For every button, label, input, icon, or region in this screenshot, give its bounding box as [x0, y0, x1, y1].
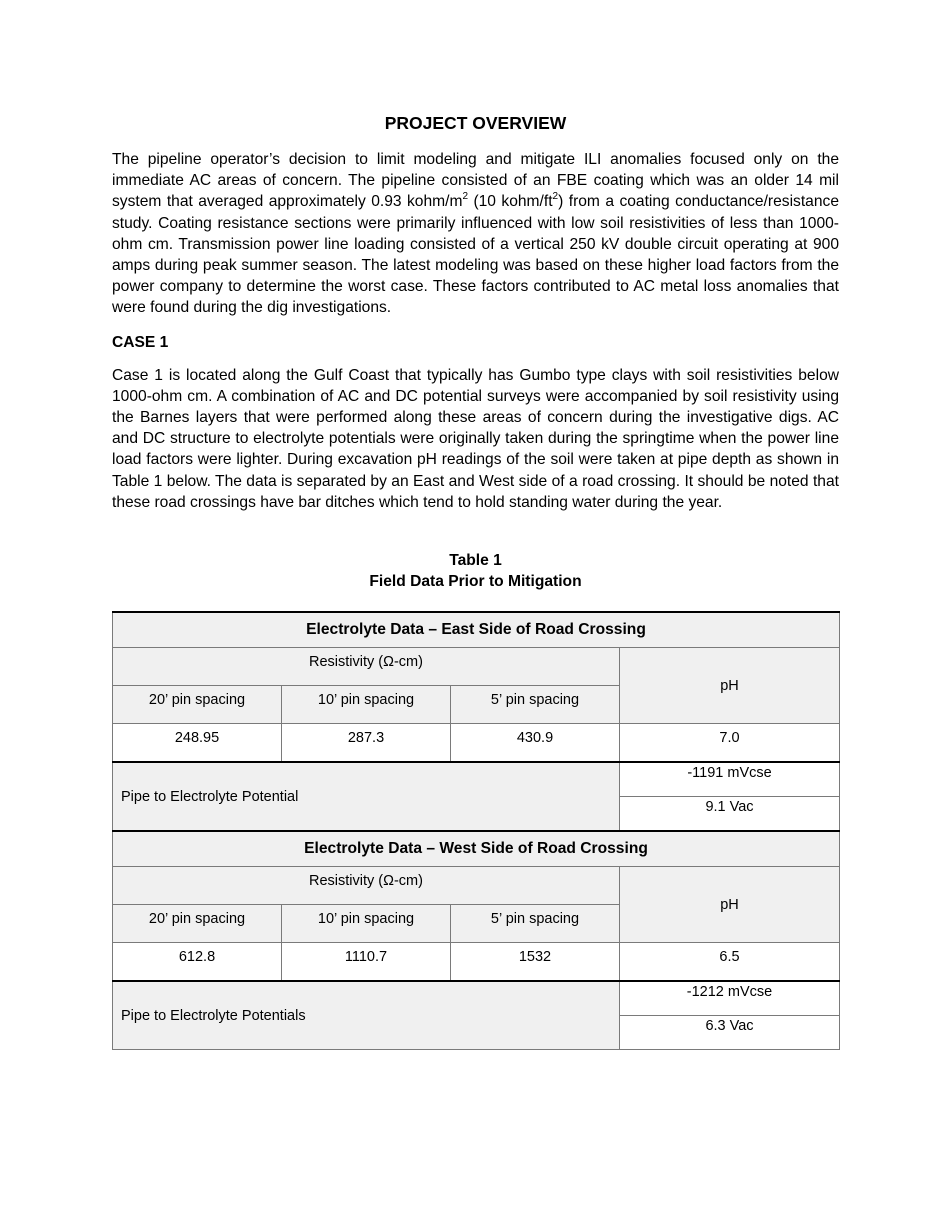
table-caption [112, 550, 839, 592]
table-section-heading-row [113, 612, 840, 648]
potential-dc-value: -1212 mVcse [620, 981, 840, 1016]
resistivity-label: Resistivity (Ω-cm) [113, 867, 620, 905]
spacing-5-label: 5’ pin spacing [451, 686, 620, 724]
potential-label: Pipe to Electrolyte Potentials [113, 981, 620, 1050]
table-caption-number: Table 1 [449, 552, 502, 570]
value-5: 430.9 [451, 724, 620, 763]
spacing-5-label: 5’ pin spacing [451, 905, 620, 943]
spacing-20-label: 20’ pin spacing [113, 686, 282, 724]
spacing-10-label: 10’ pin spacing [282, 905, 451, 943]
table-section-heading-row [113, 831, 840, 867]
value-10: 287.3 [282, 724, 451, 763]
value-ph: 6.5 [620, 943, 840, 982]
document-content [112, 111, 839, 1050]
overview-paragraph [112, 149, 839, 319]
table-caption-title: Field Data Prior to Mitigation [369, 573, 582, 591]
value-20: 612.8 [113, 943, 282, 982]
table-row [113, 981, 840, 1016]
overview-text-1: The pipeline operator’s decision to limit modeling and mitigate ILI anomalies focused only on the immediate AC areas of concern. The pipeline consisted of an FBE coating which was an older 14 mil system that averaged approximately 0.93 kohm/m [112, 151, 839, 211]
table-row [113, 867, 840, 905]
ph-label: pH [620, 867, 840, 943]
overview-text-2: (10 kohm/ft [468, 193, 553, 211]
table-row [113, 648, 840, 686]
ph-label: pH [620, 648, 840, 724]
field-data-table [112, 611, 840, 1050]
value-10: 1110.7 [282, 943, 451, 982]
case-heading: CASE 1 [112, 333, 169, 351]
table-row [113, 724, 840, 763]
section-heading-west: Electrolyte Data – West Side of Road Crossing [113, 831, 840, 867]
table-row [113, 943, 840, 982]
potential-label: Pipe to Electrolyte Potential [113, 762, 620, 831]
value-ph: 7.0 [620, 724, 840, 763]
superscript-2: 2 [552, 191, 559, 203]
resistivity-label: Resistivity (Ω-cm) [113, 648, 620, 686]
value-5: 1532 [451, 943, 620, 982]
potential-ac-value: 6.3 Vac [620, 1016, 840, 1050]
page-title: PROJECT OVERVIEW [384, 113, 567, 133]
table-row [113, 762, 840, 797]
value-20: 248.95 [113, 724, 282, 763]
section-heading-east: Electrolyte Data – East Side of Road Crossing [113, 612, 840, 648]
spacing-10-label: 10’ pin spacing [282, 686, 451, 724]
overview-text-3: ) from a coating conductance/resistance study. Coating resistance sections were primarily influenced with low soil resistivities of less than 1000-ohm cm. Transmission power line loading consisted of a vertical 250 kV double circuit operating at 900 amps during peak summer season. The latest modeling was based on these higher load factors from the power company to determine the worst case. These factors contributed to AC metal loss anomalies that were found during the dig investigations. [112, 193, 839, 317]
case-paragraph: Case 1 is located along the Gulf Coast that typically has Gumbo type clays with soil resistivities below 1000-ohm cm. A combination of AC and DC potential surveys were accompanied by soil resistivity using the Barnes layers that were performed along these areas of concern during the investigative digs. AC and DC structure to electrolyte potentials were originally taken during the springtime when the power line load factors were lighter. During excavation pH readings of the soil were taken at pipe depth as shown in Table 1 below. The data is separated by an East and West side of a road crossing. It should be noted that these road crossings have bar ditches which tend to hold standing water during the year. [112, 366, 839, 511]
superscript-1: 2 [462, 191, 469, 203]
potential-ac-value: 9.1 Vac [620, 797, 840, 832]
potential-dc-value: -1191 mVcse [620, 762, 840, 797]
spacing-20-label: 20’ pin spacing [113, 905, 282, 943]
